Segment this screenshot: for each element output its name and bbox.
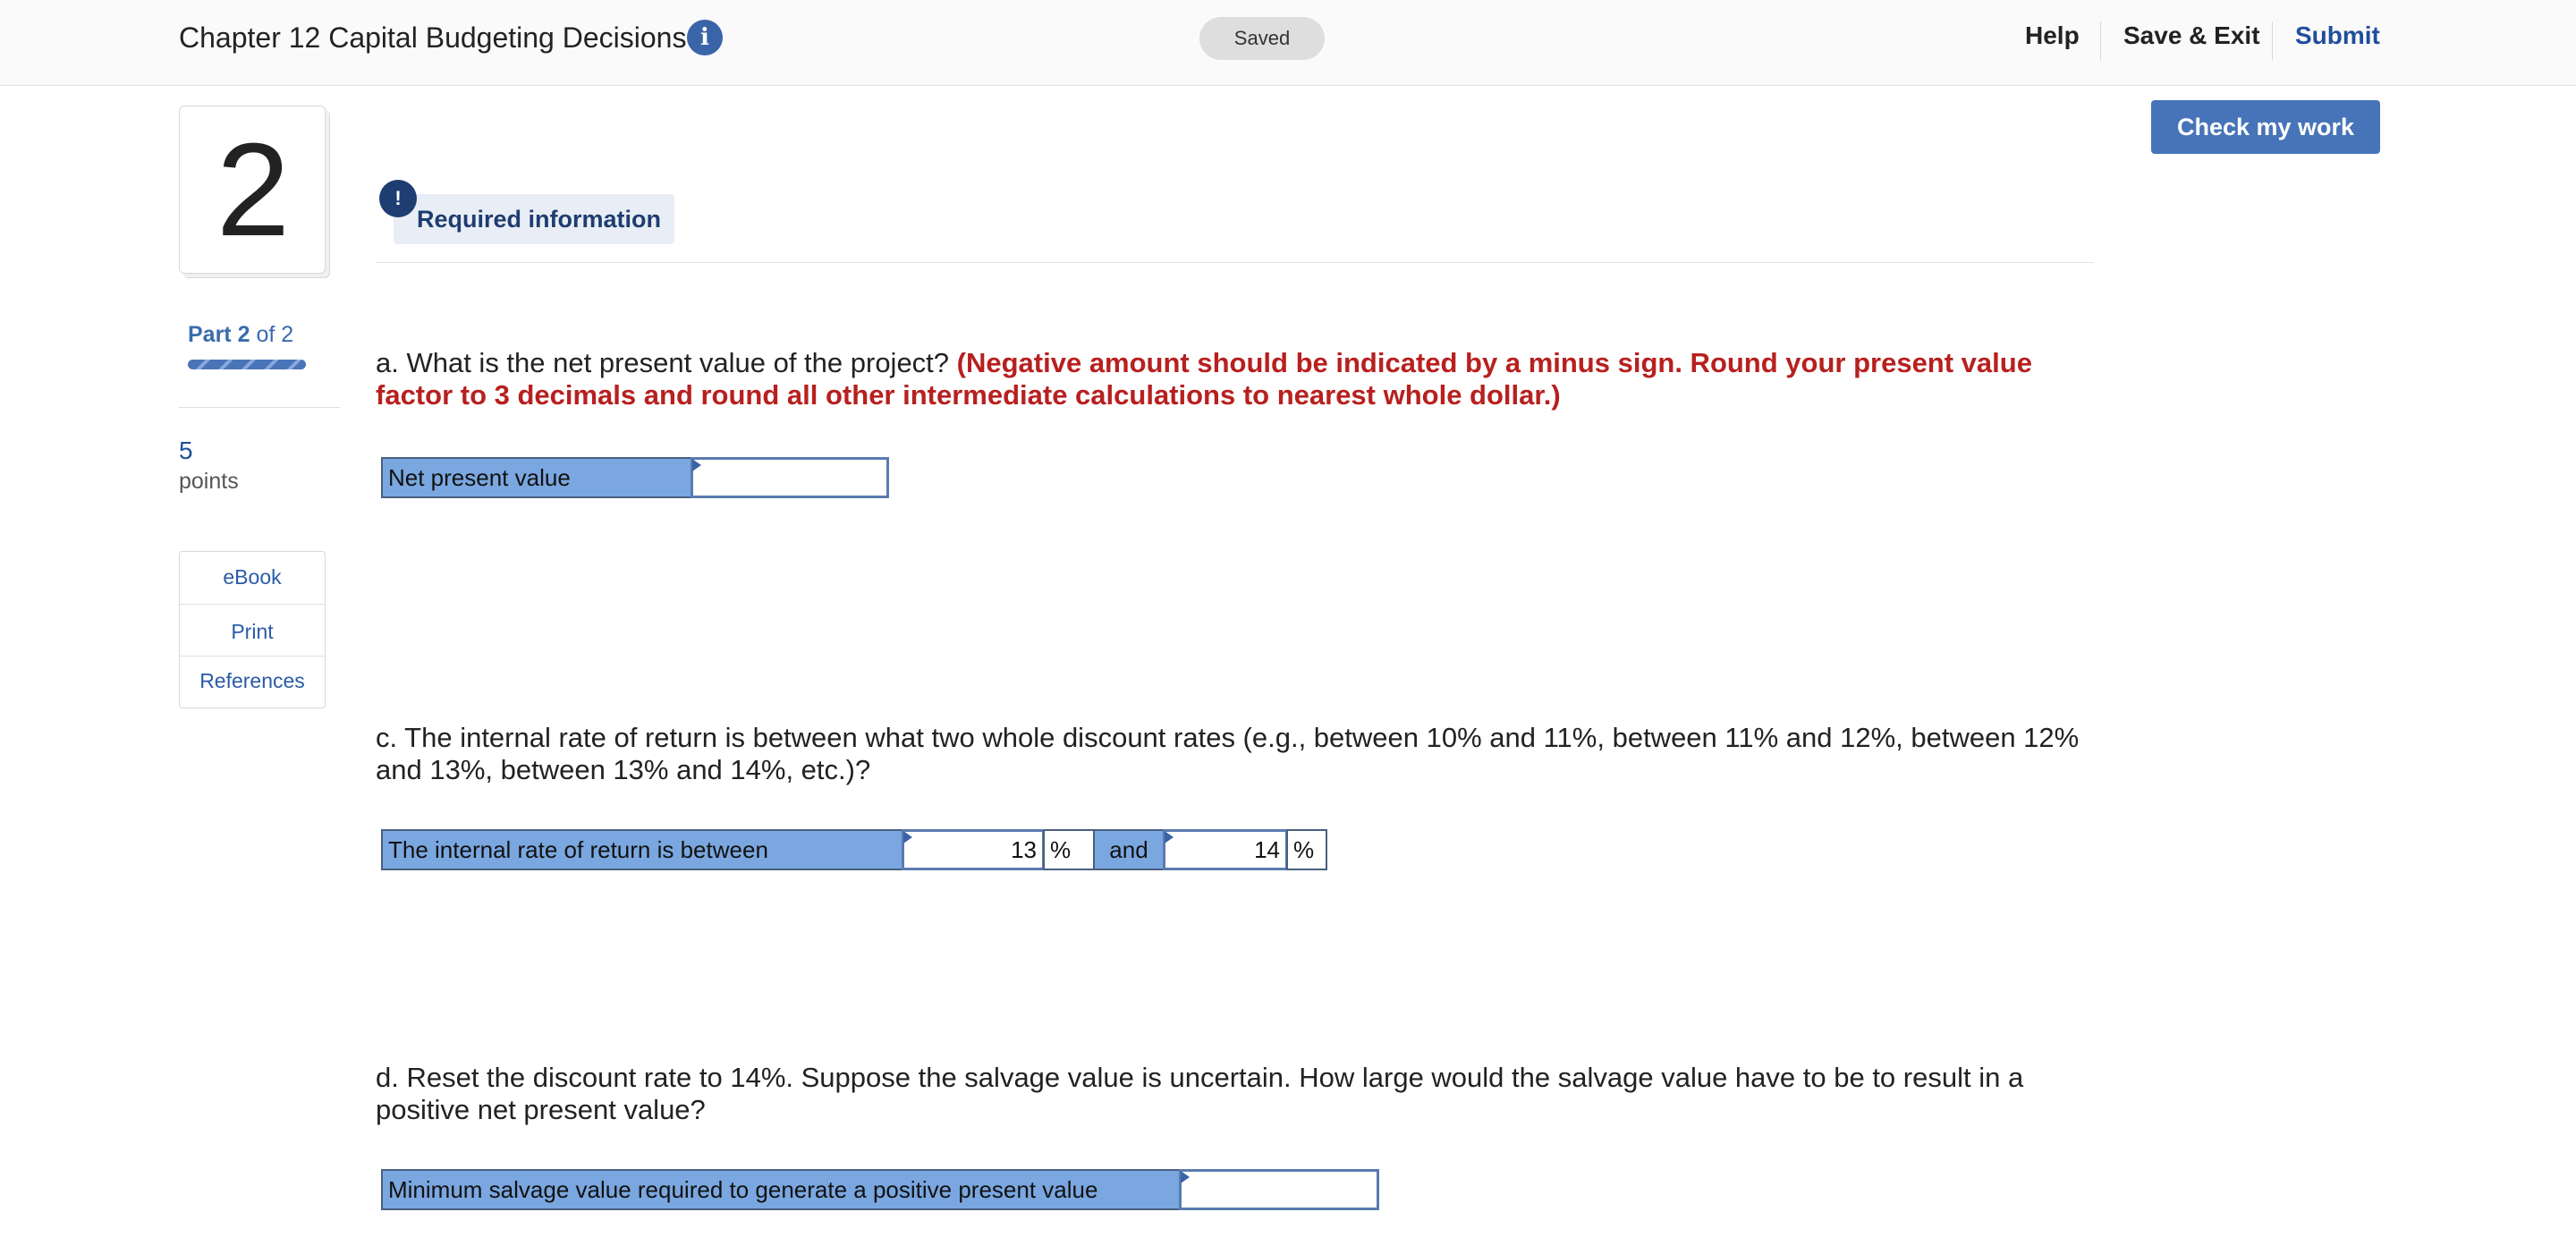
question-number: 2 — [216, 116, 291, 264]
npv-input[interactable] — [691, 457, 889, 498]
references-link[interactable]: References — [199, 669, 305, 692]
irr-and-label: and — [1093, 829, 1165, 870]
part-word: Part — [188, 322, 232, 347]
header-divider — [2100, 21, 2101, 61]
top-header — [0, 0, 2576, 86]
sidebar-divider — [179, 407, 340, 408]
resource-divider — [180, 656, 325, 657]
print-link[interactable]: Print — [231, 620, 274, 643]
resources-panel — [179, 551, 326, 708]
irr-high-rate-input[interactable] — [1163, 829, 1288, 870]
help-link[interactable]: Help — [2025, 21, 2080, 49]
question-a — [376, 347, 2094, 411]
irr-high-percent-unit: % — [1286, 829, 1327, 870]
question-a-instructions: (Negative amount should be indicated by a minus sign. Round your present value factor to 3 decimals and round all other intermediate calculations to nearest whole dollar.) — [376, 347, 2032, 411]
ebook-link[interactable]: eBook — [223, 565, 282, 589]
input-flag-icon — [903, 831, 912, 843]
assignment-title: Chapter 12 Capital Budgeting Decisions — [179, 21, 687, 54]
question-d: d. Reset the discount rate to 14%. Suppose the salvage value is uncertain. How large would the salvage value have to be to result in a positive net present value? — [376, 1062, 2024, 1125]
part-of-total: of 2 — [256, 322, 294, 347]
submit-link[interactable]: Submit — [2295, 21, 2380, 49]
saved-status-badge: Saved — [1199, 17, 1325, 60]
required-information-label[interactable]: Required information — [417, 206, 662, 233]
irr-low-rate-input[interactable] — [902, 829, 1045, 870]
irr-high-rate-value: 14 — [1254, 836, 1280, 863]
part-indicator — [188, 322, 293, 348]
points-value: 5 — [179, 437, 193, 464]
resource-divider — [180, 604, 325, 605]
check-my-work-button[interactable]: Check my work — [2151, 100, 2380, 154]
part-progress-bar — [188, 360, 306, 369]
input-flag-icon — [1181, 1171, 1190, 1183]
part-current: 2 — [237, 322, 250, 347]
info-icon[interactable]: i — [687, 20, 723, 55]
npv-row-label: Net present value — [381, 457, 692, 498]
question-c: c. The internal rate of return is between what two whole discount rates (e.g., between 10% and 11%, between 11% and 12%, between 12% and 13%, between 13% and 14%, etc.)? — [376, 722, 2080, 785]
content-divider — [376, 262, 2094, 263]
irr-row-label: The internal rate of return is between — [381, 829, 903, 870]
points-label: points — [179, 469, 239, 494]
input-flag-icon — [1165, 831, 1174, 843]
irr-low-rate-value: 13 — [1011, 836, 1037, 863]
save-exit-link[interactable]: Save & Exit — [2123, 21, 2260, 49]
input-flag-icon — [692, 459, 701, 471]
salvage-row-label: Minimum salvage value required to generate a positive present value — [381, 1169, 1181, 1210]
alert-icon: ! — [379, 180, 417, 217]
irr-low-percent-unit: % — [1043, 829, 1095, 870]
question-number-card — [179, 106, 326, 274]
question-a-text: a. What is the net present value of the project? — [376, 347, 957, 378]
header-divider — [2272, 21, 2273, 61]
salvage-value-input[interactable] — [1179, 1169, 1379, 1210]
